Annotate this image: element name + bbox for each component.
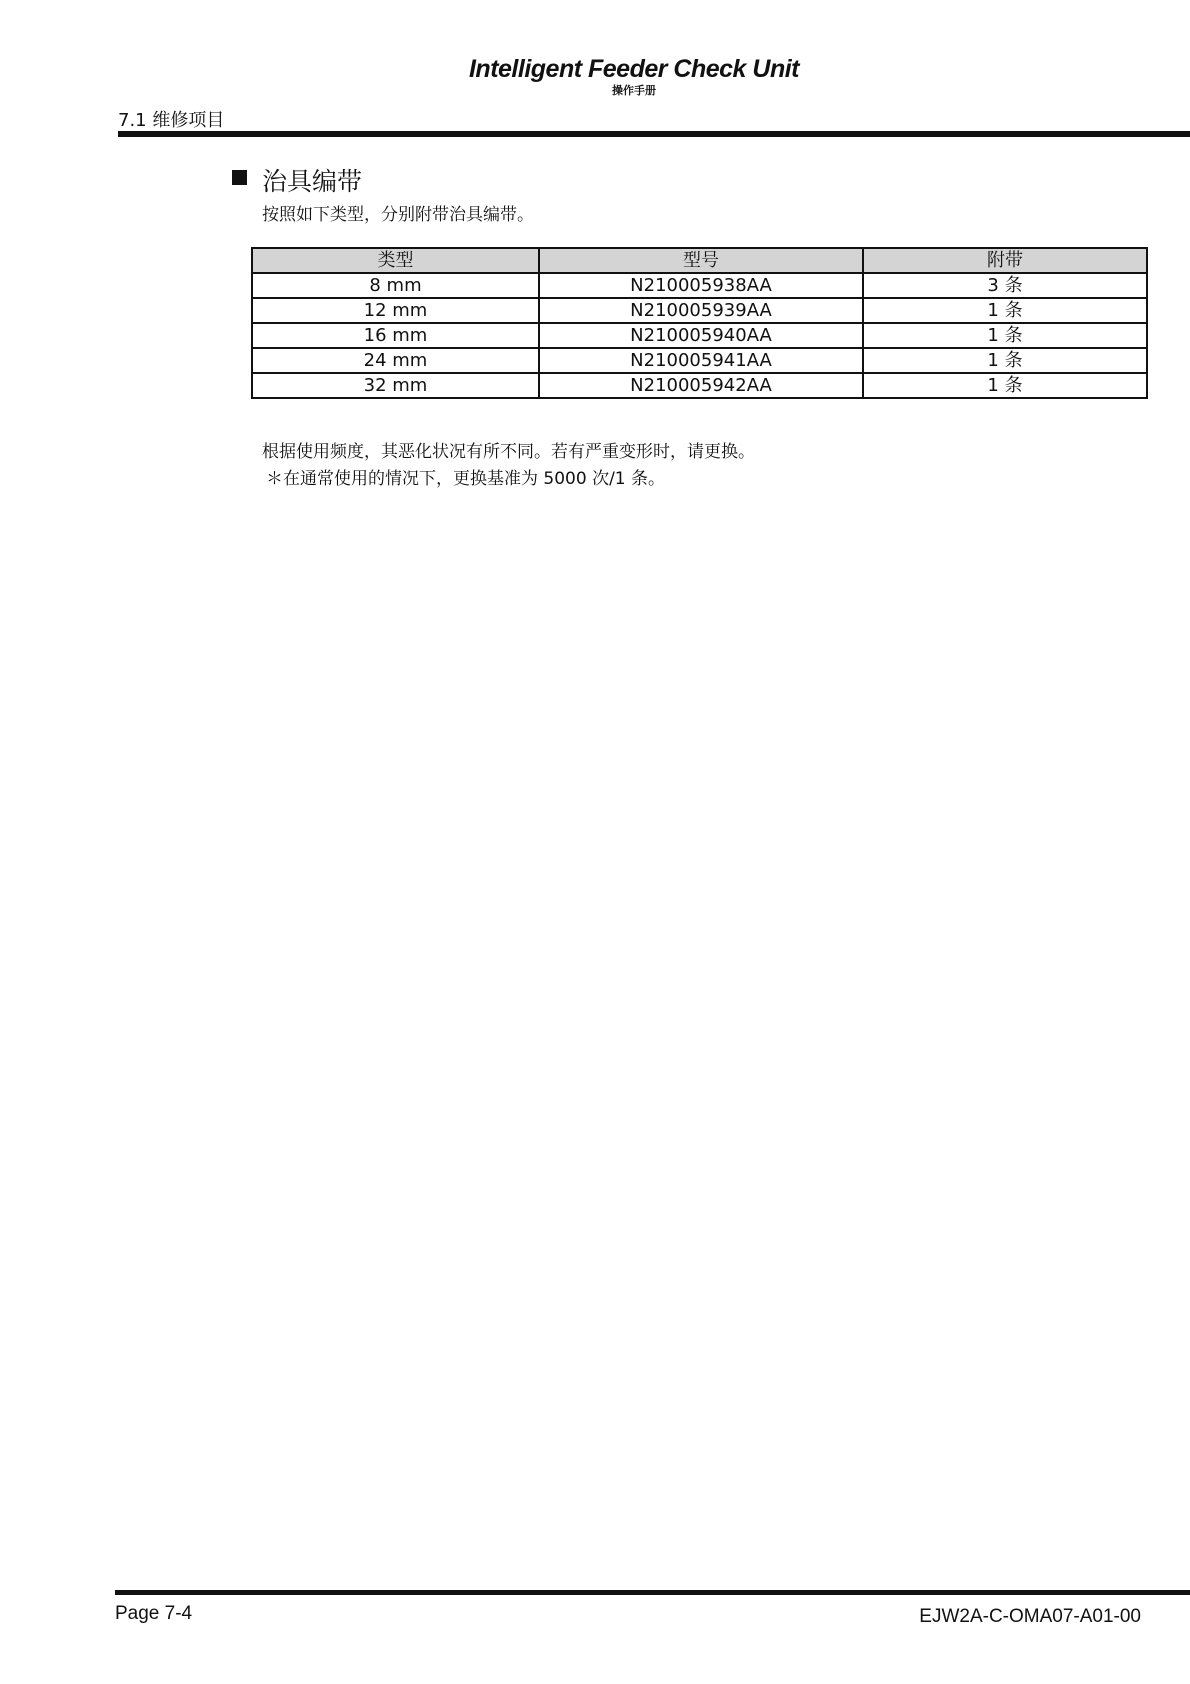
square-bullet-icon [232,170,247,185]
cell-model: N210005938AA [539,273,863,298]
page-number: Page 7-4 [115,1603,193,1624]
cell-quantity: 1 条 [863,348,1147,373]
cell-quantity: 1 条 [863,323,1147,348]
cell-model: N210005940AA [539,323,863,348]
cell-type: 32 mm [252,373,539,398]
cell-model: N210005942AA [539,373,863,398]
document-code: EJW2A-C-OMA07-A01-00 [919,1606,1141,1627]
usage-note: 根据使用频度，其恶化状况有所不同。若有严重变形时，请更换。 [262,442,755,462]
table-row [252,323,1147,348]
intro-text: 按照如下类型，分别附带治具编带。 [262,205,534,225]
table-row [252,348,1147,373]
cell-quantity: 1 条 [863,373,1147,398]
tape-spec-table [251,247,1148,399]
table-row [252,298,1147,323]
cell-type: 12 mm [252,298,539,323]
document-title: Intelligent Feeder Check Unit [468,55,799,83]
cell-quantity: 3 条 [863,273,1147,298]
table-row [252,273,1147,298]
replacement-note: ＊在通常使用的情况下，更换基准为 5000 次/1 条。 [266,469,666,489]
header-quantity: 附带 [863,248,1147,273]
header-rule [118,131,1190,137]
cell-type: 8 mm [252,273,539,298]
header-model: 型号 [539,248,863,273]
cell-type: 24 mm [252,348,539,373]
footer-rule [115,1590,1190,1595]
table-header-row [252,248,1147,273]
header-type: 类型 [252,248,539,273]
cell-quantity: 1 条 [863,298,1147,323]
table-row [252,373,1147,398]
document-subtitle: 操作手册 [612,84,656,97]
section-label: 7.1 维修项目 [118,110,225,131]
cell-type: 16 mm [252,323,539,348]
cell-model: N210005939AA [539,298,863,323]
section-heading: 治具编带 [262,167,363,196]
cell-model: N210005941AA [539,348,863,373]
